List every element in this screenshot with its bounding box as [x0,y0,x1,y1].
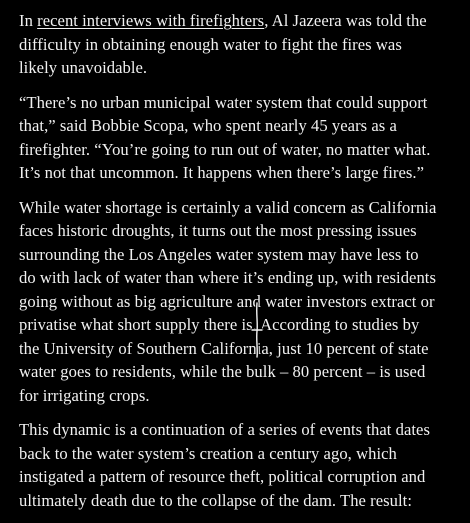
paragraph-2-line-2: that,” said Bobbie Scopa, who spent nearly 45 years as a [19,116,397,135]
paragraph-3-line-2: faces historic droughts, it turns out the most pressing issues [19,221,417,240]
paragraph-3-line-6: privatise what short supply there is. According to studies by [19,315,420,334]
paragraph-4-line-4: ultimately death due to the collapse of the dam. The result: [19,490,412,510]
paragraph-4-line-1: This dynamic is a continuation of a series of events that dates [19,420,430,439]
paragraph-1-prefix: In [19,11,38,30]
paragraph-3-line-1: While water shortage is certainly a valid concern as California [19,197,437,217]
paragraph-3-line-4: do with lack of water than where it’s ending up, with residents [19,268,436,287]
paragraph-1-line-1-rest: , Al Jazeera was told the [264,11,427,30]
paragraph-1-line-2: difficulty in obtaining enough water to fight the fires was [19,34,402,54]
paragraph-1-line-3: likely unavoidable. [19,58,148,77]
paragraph-2-line-1: “There’s no urban municipal water system that could support [19,92,428,112]
paragraph-3-line-3: surrounding the Los Angeles water system may have less to [19,244,419,264]
paragraph-3 [19,196,465,408]
paragraph-1-line-1 [19,9,465,33]
paragraph-2-line-3: firefighter. “You’re going to run out of water, no matter what. [19,139,431,159]
paragraph-4-line-3: instigated a pattern of resource theft, political corruption and [19,467,426,486]
paragraph-4-line-2: back to the water system’s creation a century ago, which [19,443,397,463]
paragraph-4 [19,418,465,512]
firefighters-interviews-link[interactable]: recent interviews with firefighters [37,11,265,30]
article-body [19,9,465,523]
paragraph-3-line-7: the University of Southern California, just 10 percent of state [19,338,429,358]
paragraph-3-line-8: water goes to residents, while the bulk – 80 percent – is used [19,362,426,381]
paragraph-3-line-5: going without as big agriculture and water investors extract or [19,291,435,311]
paragraph-2-line-4: It’s not that uncommon. It happens when there’s large fires.” [19,163,425,182]
paragraph-3-line-9: for irrigating crops. [19,385,150,405]
paragraph-2 [19,91,465,185]
paragraph-1 [19,9,465,80]
